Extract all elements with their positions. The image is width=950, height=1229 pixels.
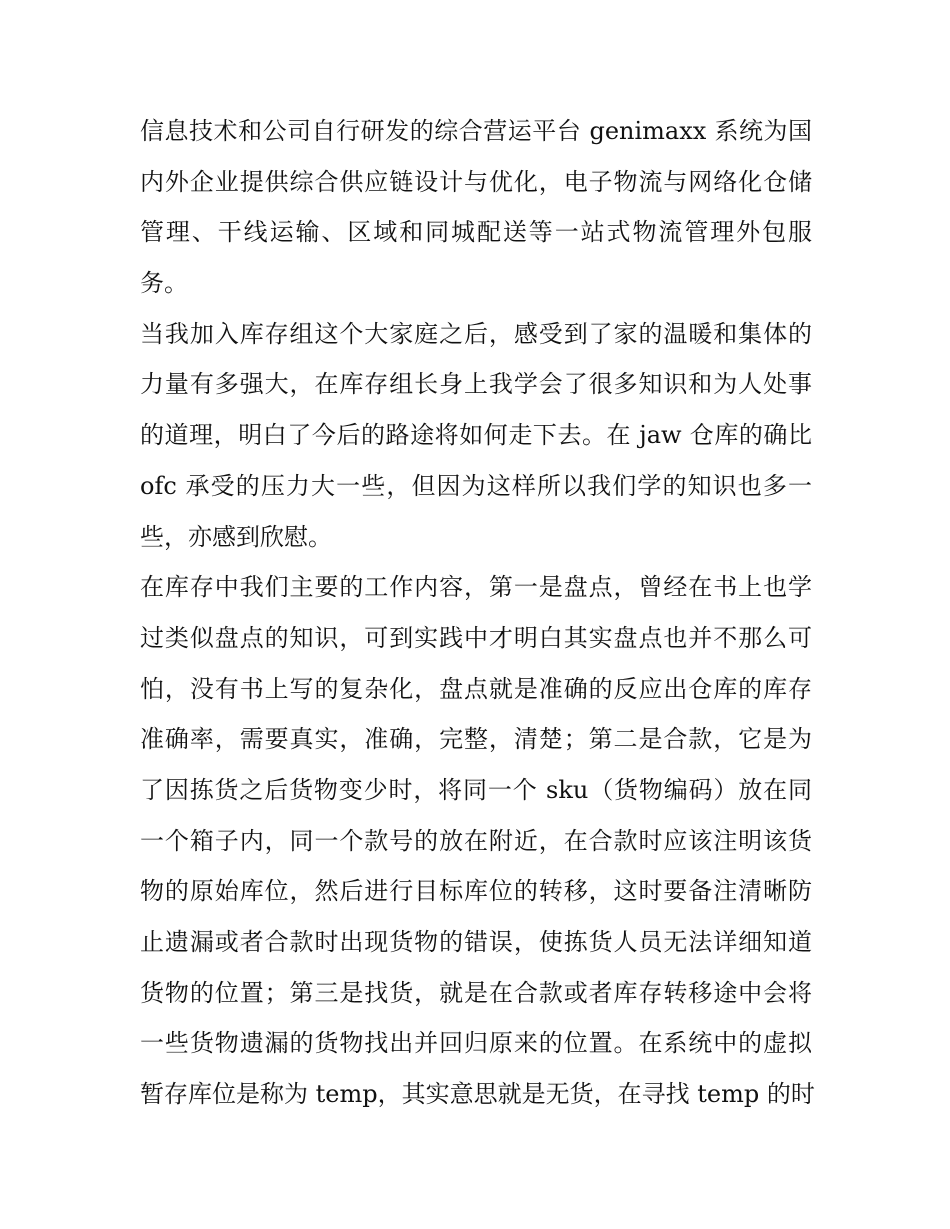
text-line: 过类似盘点的知识，可到实践中才明白其实盘点也并不那么可	[140, 623, 812, 652]
text-line: 一些货物遗漏的货物找出并回归原来的位置。在系统中的虚拟	[140, 1029, 812, 1058]
text-line: 信息技术和公司自行研发的综合营运平台 genimaxx 系统为国	[140, 117, 812, 145]
document-body	[140, 106, 815, 1120]
text-line: ofc 承受的压力大一些，但因为这样所以我们学的知识也多一	[140, 471, 812, 500]
text-line: 准确率，需要真实，准确，完整，清楚；第二是合款，它是为	[140, 725, 812, 754]
text-line: 当我加入库存组这个大家庭之后，感受到了家的温暖和集体的	[140, 319, 812, 348]
paragraph-2	[140, 309, 812, 562]
paragraph-3	[140, 562, 815, 1120]
text-line: 物的原始库位，然后进行目标库位的转移，这时要备注清晰防	[140, 877, 812, 906]
text-line: 怕，没有书上写的复杂化，盘点就是准确的反应出仓库的库存	[140, 674, 812, 703]
paragraph-1	[140, 106, 812, 309]
text-line: 务。	[140, 269, 188, 298]
text-line: 货物的位置；第三是找货，就是在合款或者库存转移途中会将	[140, 978, 812, 1007]
text-line: 内外企业提供综合供应链设计与优化，电子物流与网络化仓储	[140, 167, 812, 196]
text-line: 在库存中我们主要的工作内容，第一是盘点，曾经在书上也学	[140, 573, 812, 602]
text-line: 一个箱子内，同一个款号的放在附近，在合款时应该注明该货	[140, 826, 812, 855]
text-line: 了因拣货之后货物变少时，将同一个 sku（货物编码）放在同	[140, 775, 812, 804]
text-line: 些，亦感到欣慰。	[140, 522, 332, 551]
text-line: 暂存库位是称为 temp，其实意思就是无货，在寻找 temp 的时	[140, 1080, 815, 1109]
text-line: 止遗漏或者合款时出现货物的错误，使拣货人员无法详细知道	[140, 928, 812, 956]
text-line: 的道理，明白了今后的路途将如何走下去。在 jaw 仓库的确比	[140, 421, 812, 450]
text-line: 力量有多强大，在库存组长身上我学会了很多知识和为人处事	[140, 370, 812, 399]
text-line: 管理、干线运输、区域和同城配送等一站式物流管理外包服	[140, 218, 812, 247]
